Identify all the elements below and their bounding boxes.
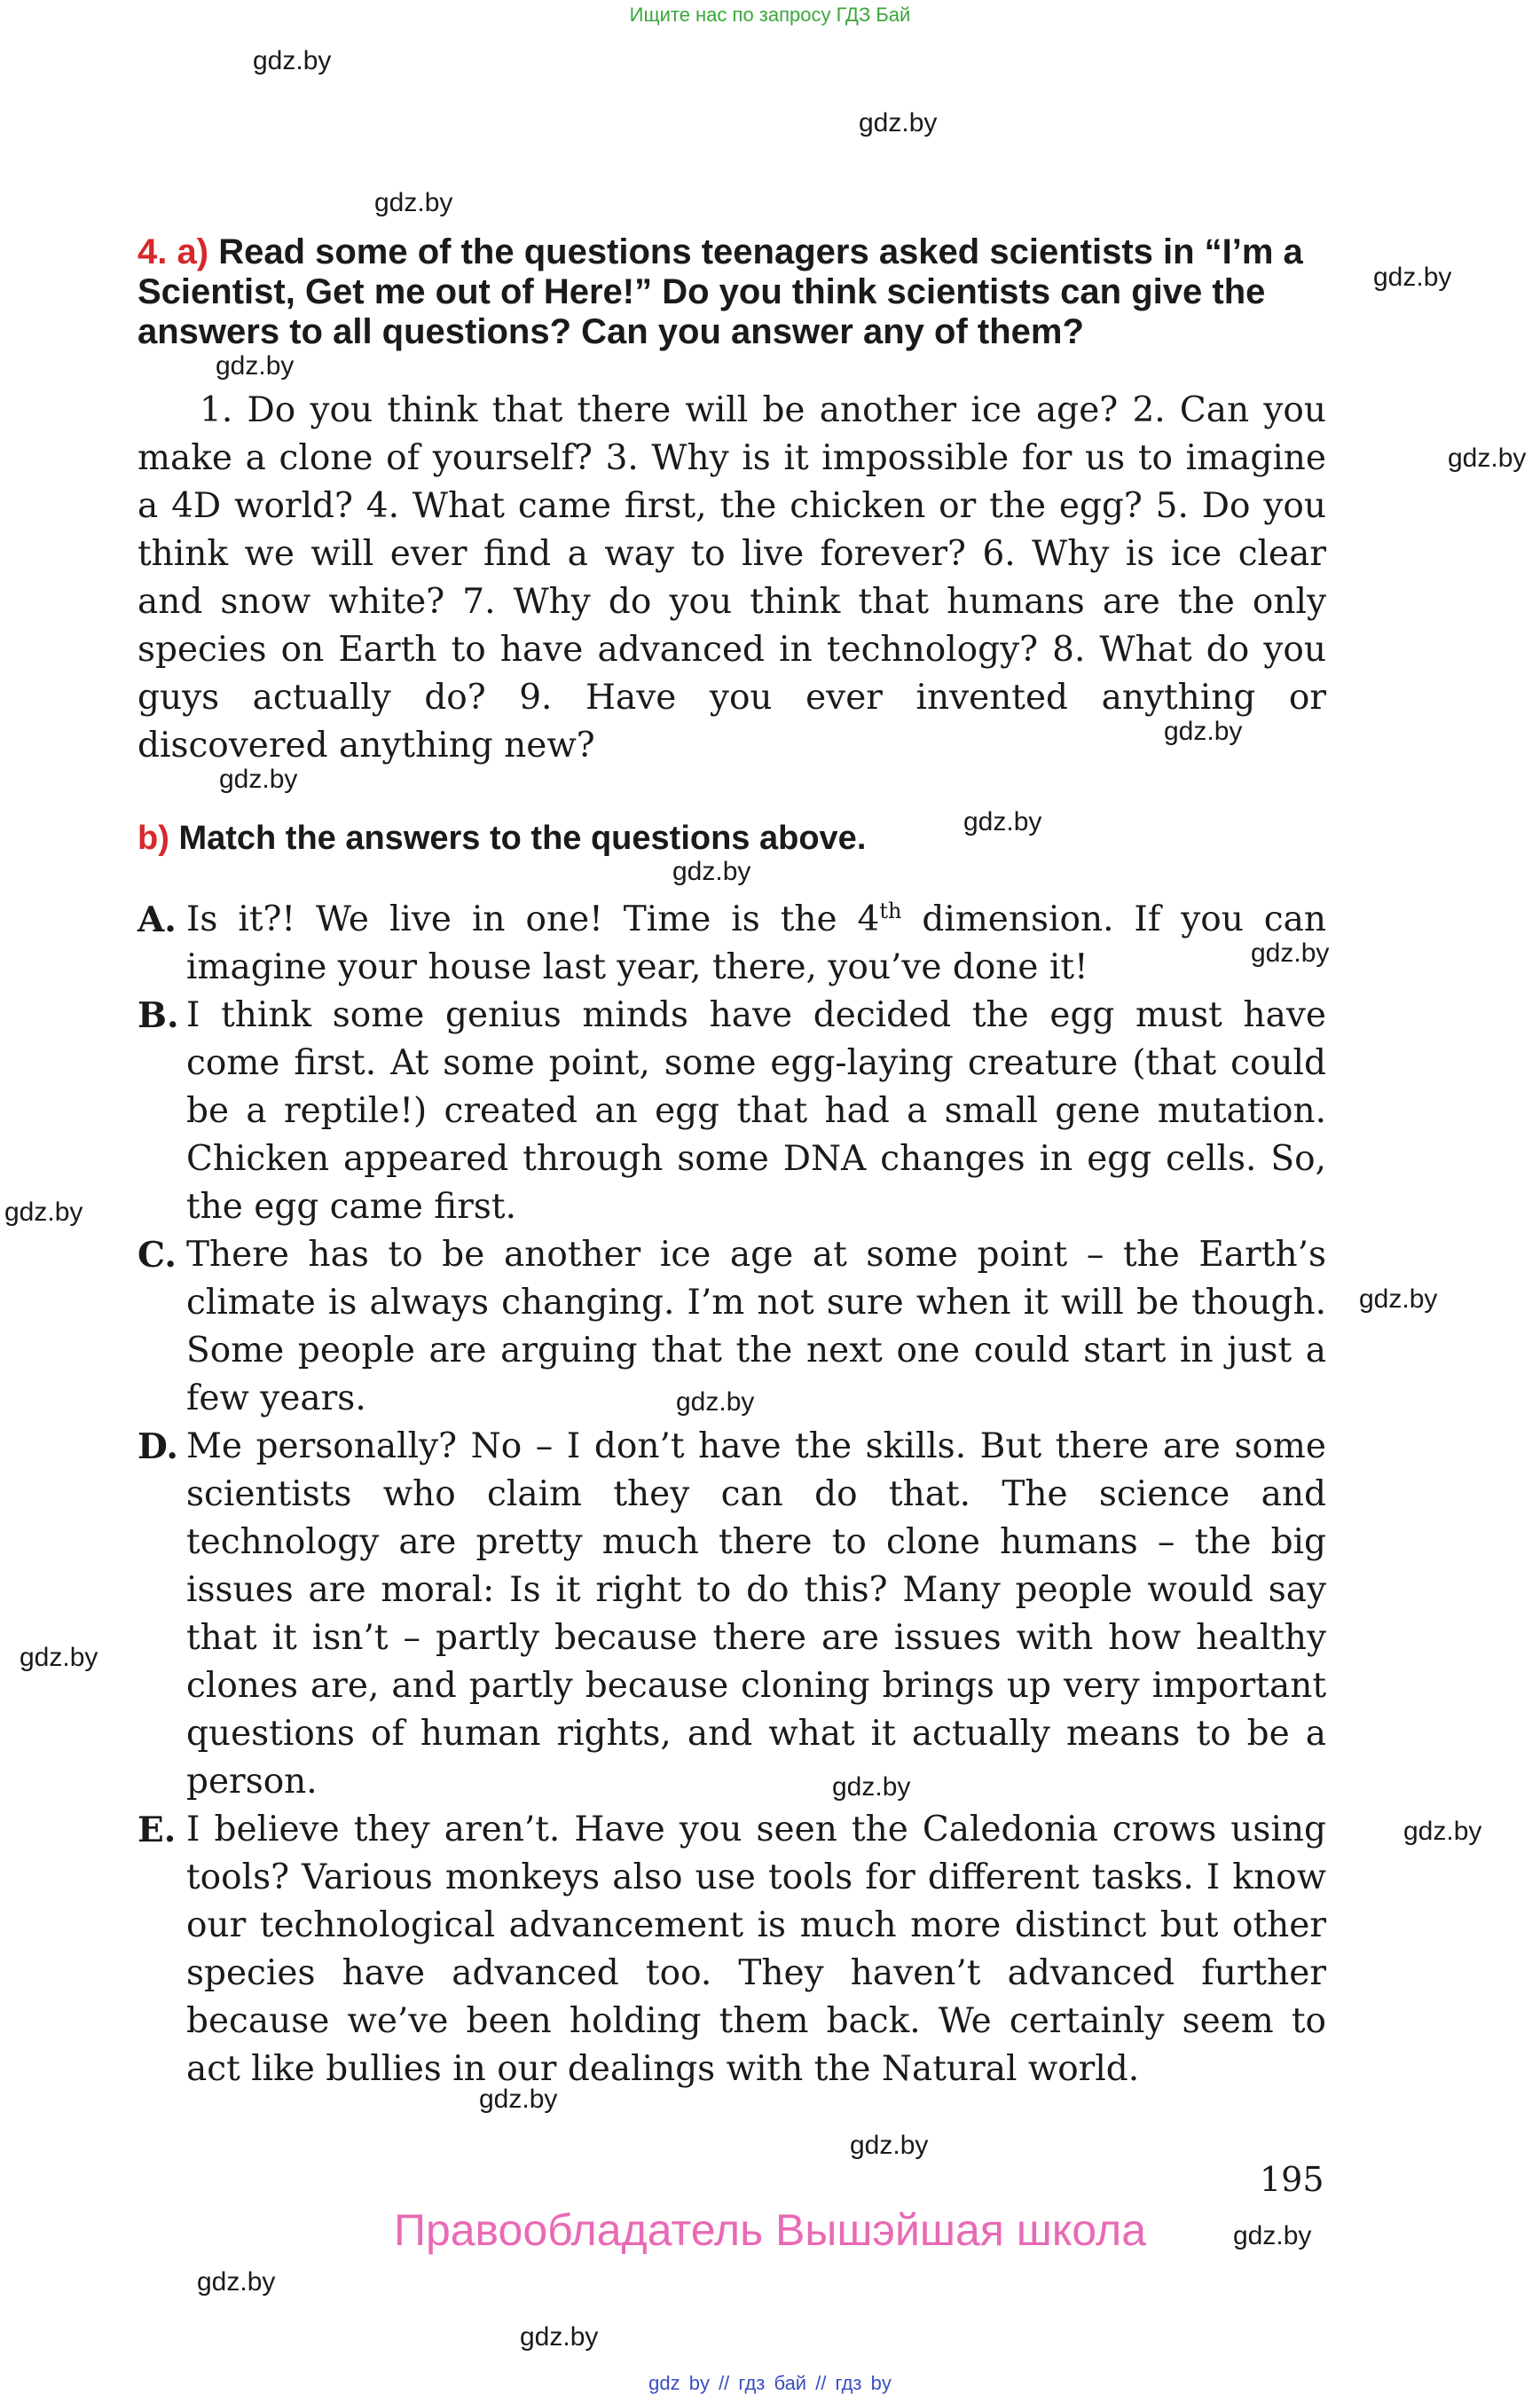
watermark: gdz.by	[20, 1643, 98, 1672]
answer-letter: B.	[138, 995, 179, 1036]
watermark: gdz.by	[520, 2322, 599, 2352]
watermark: gdz.by	[219, 765, 298, 794]
watermark: gdz.by	[216, 351, 295, 381]
watermark: gdz.by	[1359, 1284, 1438, 1314]
copyright-notice: Правообладатель Вышэйшая школа	[394, 2205, 1146, 2255]
answer-text: Me personally? No – I don’t have the skills. But there are some scientists who claim they can do that. The science and technology are pretty much there to clone humans – the big issues are moral: Is it right to do this? Many people would say that it isn’t – partly because there are issues with how healthy clones are, and partly because cloning brings up very important questions of human rights, and what it actually means to be a person.	[186, 1426, 1326, 1802]
heading-text: Read some of the questions teenagers asked scientists in “I’m a Scientist, Get me out of Here!” Do you think scientists can give the answers to all questions? Can you answer any of them?	[138, 232, 1303, 351]
watermark: gdz.by	[676, 1387, 755, 1417]
footer-links: gdz by // гдз бай // гдз by	[648, 2372, 892, 2394]
watermark: gdz.by	[253, 46, 332, 75]
part-b-heading	[138, 820, 866, 858]
questions-paragraph: 1. Do you think that there will be another ice age? 2. Can you make a clone of yourself? 3. Why is it impossible for us to imagine a 4D world? 4. What came first, the chicken or the egg? 5. Do you think we will ever find a way to live forever? 6. Why is ice clear and snow white? 7. Why do you think that humans are the only species on Earth to have advanced in technology? 8. What do you guys actually do? 9. Have you ever invented anything or discovered anything new?	[138, 390, 1326, 766]
watermark: gdz.by	[672, 857, 751, 886]
answer-text: I believe they aren’t. Have you seen the Caledonia crows using tools? Various monkeys also use tools for different tasks. I know our technological advancement is much more distinct but other species have advanced too. They haven’t advanced further because we’ve been holding them back. We certainly seem to act like bullies in our dealings with the Natural world.	[186, 1810, 1326, 2089]
answer-b	[138, 992, 1326, 1231]
exercise-heading	[138, 232, 1331, 352]
exercise-number: 4.	[138, 232, 168, 271]
watermark: gdz.by	[1373, 263, 1452, 292]
watermark: gdz.by	[479, 2085, 558, 2114]
answer-letter: E.	[138, 1810, 177, 1850]
page-number: 195	[1260, 2160, 1324, 2199]
watermark: gdz.by	[1233, 2221, 1312, 2250]
watermark: gdz.by	[859, 108, 938, 137]
watermark: gdz.by	[197, 2267, 276, 2297]
watermark: gdz.by	[374, 188, 453, 217]
watermark: gdz.by	[1403, 1817, 1482, 1846]
answer-letter: A.	[138, 899, 177, 940]
top-banner: Ищите нас по запросу ГДЗ Бай	[629, 4, 911, 26]
answer-letter: D.	[138, 1426, 179, 1467]
answer-text: Is it?! We live in one! Time is the 4	[186, 899, 880, 939]
answer-e	[138, 1806, 1326, 2093]
watermark: gdz.by	[850, 2131, 929, 2160]
answers-list	[138, 896, 1326, 2093]
watermark: gdz.by	[1251, 938, 1330, 968]
watermark: gdz.by	[4, 1198, 83, 1227]
answer-a	[138, 896, 1326, 992]
watermark: gdz.by	[1448, 444, 1527, 473]
watermark: gdz.by	[832, 1772, 911, 1802]
watermark: gdz.by	[1164, 717, 1243, 746]
answer-text: I think some genius minds have decided the egg must have come first. At some point, some egg-laying creature (that could be a reptile!) created an egg that had a small gene mutation. Chicken appeared through some DNA changes in egg cells. So, the egg came first.	[186, 995, 1326, 1227]
answer-superscript: th	[879, 899, 902, 923]
answer-c	[138, 1231, 1326, 1423]
part-b-text: Match the answers to the questions above.	[178, 820, 867, 857]
answer-d	[138, 1423, 1326, 1806]
answer-text: There has to be another ice age at some point – the Earth’s climate is always changing. I’m not sure when it will be though. Some people are arguing that the next one could start in just a few years.	[186, 1235, 1326, 1418]
watermark: gdz.by	[963, 807, 1042, 836]
answer-letter: C.	[138, 1235, 177, 1276]
part-b-label: b)	[138, 820, 169, 857]
answer-text: dimension. If you can imagine your house last year, there, you’ve done it!	[186, 899, 1326, 987]
part-a-label: a)	[177, 232, 209, 271]
